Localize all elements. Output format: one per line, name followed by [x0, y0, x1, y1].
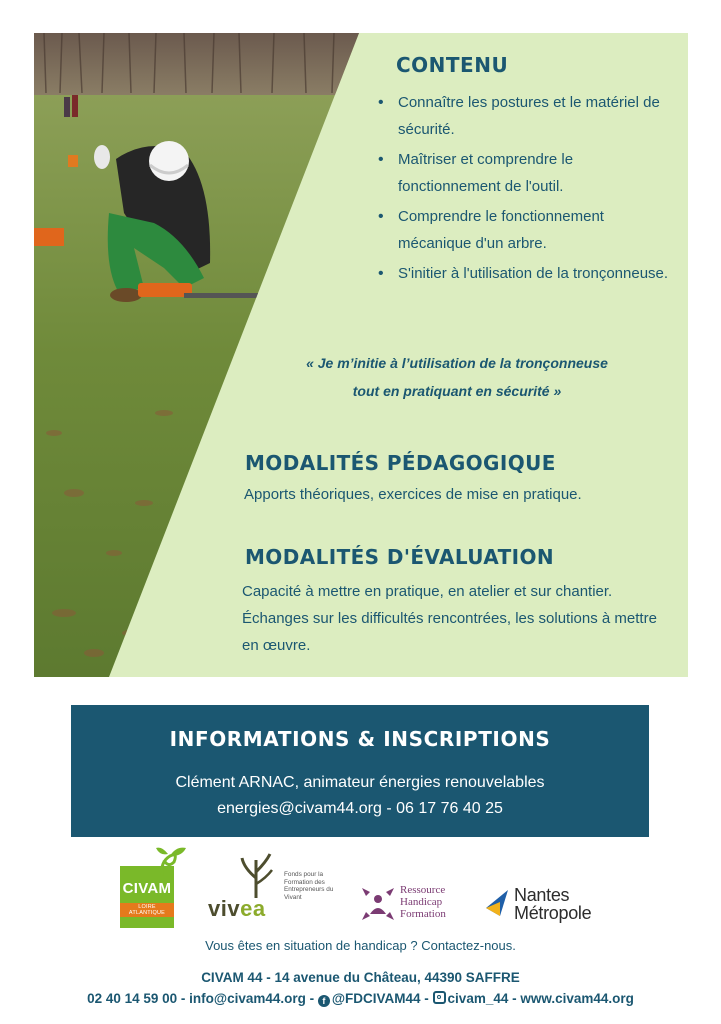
- contact-person: Clément ARNAC, animateur énergies renouvelables: [175, 774, 545, 791]
- handicap-notice: Vous êtes en situation de handicap ? Contactez-nous.: [205, 938, 516, 953]
- contenu-heading: CONTENU: [396, 53, 509, 77]
- top-panel: [34, 33, 688, 677]
- tree-icon: [236, 852, 276, 898]
- vivea-wordmark: [208, 896, 266, 922]
- vivea-logo[interactable]: [208, 852, 343, 927]
- nantes-metropole-logo[interactable]: [484, 884, 614, 924]
- rhf-logo-text: [400, 884, 446, 920]
- list-item: • Connaître les postures et le matériel de sécurité.: [374, 89, 674, 143]
- nantes-logo-text: [514, 886, 591, 922]
- facebook-icon: f: [318, 995, 330, 1007]
- contact-line: [0, 991, 721, 1007]
- address: CIVAM 44 - 14 avenue du Château, 44390 SAFFRE: [201, 970, 520, 985]
- civam-logo[interactable]: [120, 844, 190, 928]
- people-arrows-icon: [360, 886, 396, 922]
- contenu-list: [374, 89, 674, 290]
- civam-logo-name: CIVAM: [122, 880, 172, 897]
- quote-line-2: tout en pratiquant en sécurité »: [352, 383, 562, 399]
- vivea-wordmark-b: ea: [240, 896, 266, 921]
- evaluation-text: Capacité à mettre en pratique, en atelier et sur chantier. Échanges sur les difficultés rencontrées, les solutions à mettre en œuvre.: [242, 583, 657, 654]
- info-heading: INFORMATIONS & INSCRIPTIONS: [169, 727, 551, 751]
- sprout-icon: [154, 844, 188, 878]
- list-item: • Maîtriser et comprendre le fonctionnement de l'outil.: [374, 146, 674, 200]
- vivea-wordmark-a: viv: [208, 896, 241, 921]
- quote: [272, 349, 642, 405]
- phone-email[interactable]: 02 40 14 59 00 - info@civam44.org -: [87, 991, 318, 1006]
- nantes-line-2: Métropole: [514, 903, 592, 923]
- rhf-line-2: Handicap: [400, 896, 443, 908]
- pedagogique-text: Apports théoriques, exercices de mise en pratique.: [244, 486, 582, 503]
- pedagogique-heading: MODALITÉS PÉDAGOGIQUE: [245, 451, 556, 475]
- vivea-tagline: Fonds pour la Formation des Entrepreneurs du Vivant: [284, 871, 334, 901]
- instagram-icon: [433, 991, 446, 1004]
- ressource-handicap-formation-logo[interactable]: [360, 874, 480, 924]
- instagram-website[interactable]: civam_44 - www.civam44.org: [447, 991, 634, 1006]
- evaluation-heading: MODALITÉS D'ÉVALUATION: [245, 545, 555, 569]
- rhf-line-1: Ressource: [400, 884, 446, 896]
- list-item: • S'initier à l'utilisation de la tronçonneuse.: [374, 260, 674, 287]
- info-box: [71, 705, 649, 837]
- content-column: [34, 33, 688, 677]
- nantes-emblem-icon: [484, 888, 512, 918]
- list-item: • Comprendre le fonctionnement mécanique d'un arbre.: [374, 203, 674, 257]
- quote-line-1: « Je m’initie à l’utilisation de la tronçonneuse: [306, 355, 608, 371]
- contact-details[interactable]: energies@civam44.org - 06 17 76 40 25: [217, 800, 503, 817]
- nantes-line-1: Nantes: [514, 885, 570, 905]
- civam-logo-subtitle: LOIRE ATLANTIQUE: [120, 903, 174, 917]
- partner-logos: [0, 840, 721, 930]
- facebook-handle[interactable]: @FDCIVAM44 -: [331, 991, 433, 1006]
- rhf-line-3: Formation: [400, 908, 446, 920]
